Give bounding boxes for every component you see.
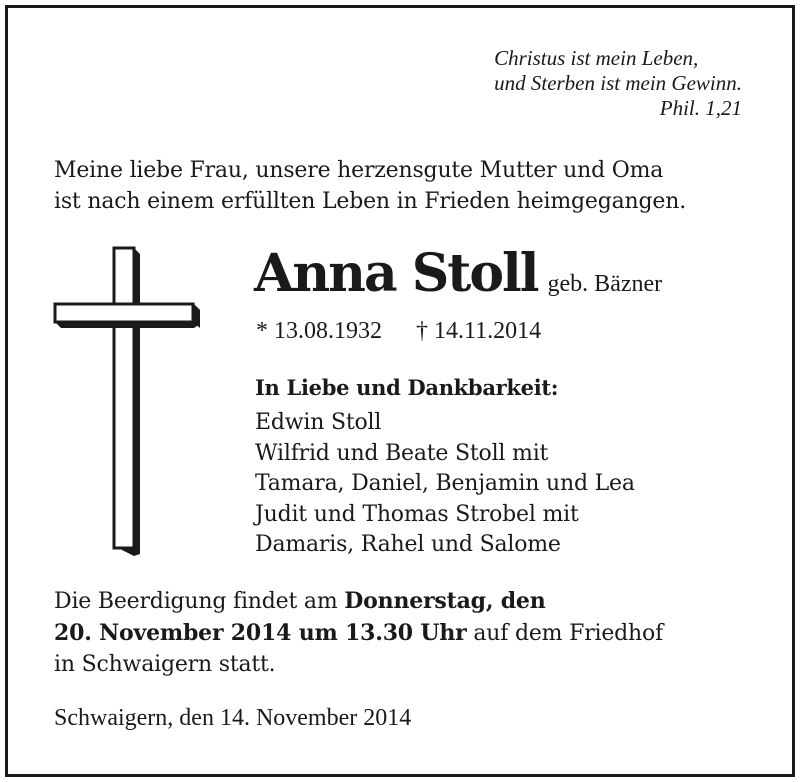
family-member: Wilfrid und Beate Stoll mit — [255, 440, 549, 466]
funeral-day: Donnerstag, den — [344, 588, 546, 614]
intro-line-1: Meine liebe Frau, unsere herzensgute Mutter und Oma — [54, 158, 664, 183]
funeral-info — [54, 586, 663, 681]
quote-line-2: und Sterben ist mein Gewinn. — [494, 71, 742, 95]
intro-text — [54, 155, 686, 217]
quote-reference: Phil. 1,21 — [659, 96, 742, 120]
birth-date: * 13.08.1932 — [256, 318, 382, 344]
bible-quote — [494, 46, 742, 121]
family-member: Damaris, Rahel und Salome — [255, 532, 561, 557]
place-date: Schwaigern, den 14. November 2014 — [54, 705, 412, 731]
deceased-name-row — [254, 242, 662, 306]
quote-line-1: Christus ist mein Leben, — [494, 46, 699, 70]
family-member: Tamara, Daniel, Benjamin und Lea — [255, 471, 635, 496]
funeral-location: in Schwaigern statt. — [54, 652, 276, 677]
maiden-name: geb. Bäzner — [547, 271, 663, 297]
intro-line-2: ist nach einem erfüllten Leben in Frieden heimgegangen. — [54, 189, 686, 214]
death-date: † 14.11.2014 — [416, 318, 542, 344]
family-member: Edwin Stoll — [255, 410, 382, 435]
funeral-location-intro: auf dem Friedhof — [466, 620, 664, 646]
family-list — [255, 408, 635, 561]
cross-icon — [52, 246, 202, 556]
funeral-datetime: 20. November 2014 um 13.30 Uhr — [54, 619, 467, 646]
thanks-heading: In Liebe und Dankbarkeit: — [255, 375, 559, 400]
life-dates — [256, 316, 541, 346]
funeral-intro: Die Beerdigung findet am — [54, 589, 345, 614]
family-member: Judit und Thomas Strobel mit — [255, 501, 579, 527]
deceased-name: Anna Stoll — [254, 243, 538, 304]
